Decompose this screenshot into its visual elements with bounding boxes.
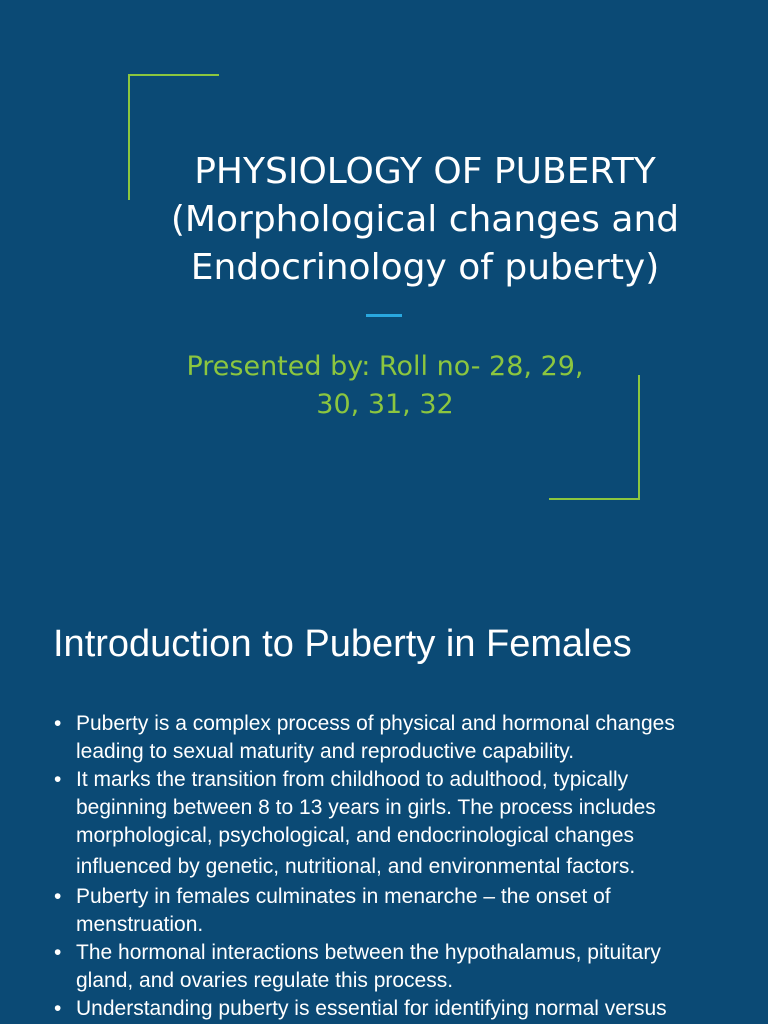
- bullet-item: [50, 710, 750, 766]
- bullet-item: [50, 939, 750, 995]
- bullet-dot-icon: •: [54, 768, 62, 791]
- bullet-text-line: morphological, psychological, and endocrinological changes: [76, 824, 635, 847]
- subtitle-line: 30, 31, 32: [316, 389, 454, 420]
- bullet-item: [50, 883, 750, 939]
- corner-accent-bottom-right-vertical: [638, 375, 640, 500]
- corner-accent-top-left: [128, 74, 219, 76]
- subtitle-line: Presented by: Roll no- 28, 29,: [186, 351, 584, 382]
- bullet-dot-icon: •: [54, 997, 62, 1020]
- bullet-text-line: Puberty is a complex process of physical and hormonal changes: [76, 712, 675, 735]
- slide-title-line: PHYSIOLOGY OF PUBERTY: [194, 151, 656, 192]
- bullet-text-line: The hormonal interactions between the hypothalamus, pituitary: [76, 941, 661, 964]
- slide-title: [110, 148, 740, 292]
- bullet-list: [50, 710, 750, 1023]
- bullet-text-line: beginning between 8 to 13 years in girls. The process includes: [76, 796, 656, 819]
- bullet-item: [50, 766, 750, 883]
- bullet-text-line: leading to sexual maturity and reproductive capability.: [76, 740, 575, 763]
- bullet-text-line: gland, and ovaries regulate this process.: [76, 969, 454, 992]
- bullet-item: [50, 995, 750, 1023]
- slide-title-line: (Morphological changes and: [170, 199, 680, 240]
- slide-title-line: Endocrinology of puberty): [190, 247, 660, 288]
- intro-slide: [0, 576, 768, 1024]
- presenter-subtitle: [110, 348, 660, 424]
- corner-accent-bottom-right: [549, 498, 640, 500]
- title-divider: [366, 314, 402, 317]
- bullet-text-line: Understanding puberty is essential for identifying normal versus: [76, 997, 667, 1020]
- bullet-dot-icon: •: [54, 885, 62, 908]
- bullet-dot-icon: •: [54, 712, 62, 735]
- bullet-text-line: Puberty in females culminates in menarche – the onset of: [76, 885, 611, 908]
- intro-heading: Introduction to Puberty in Females: [53, 623, 632, 665]
- bullet-dot-icon: •: [54, 941, 62, 964]
- bullet-text-line: influenced by genetic, nutritional, and environmental factors.: [76, 855, 636, 878]
- bullet-text-line: menstruation.: [76, 913, 204, 936]
- bullet-text-line: It marks the transition from childhood to adulthood, typically: [76, 768, 629, 791]
